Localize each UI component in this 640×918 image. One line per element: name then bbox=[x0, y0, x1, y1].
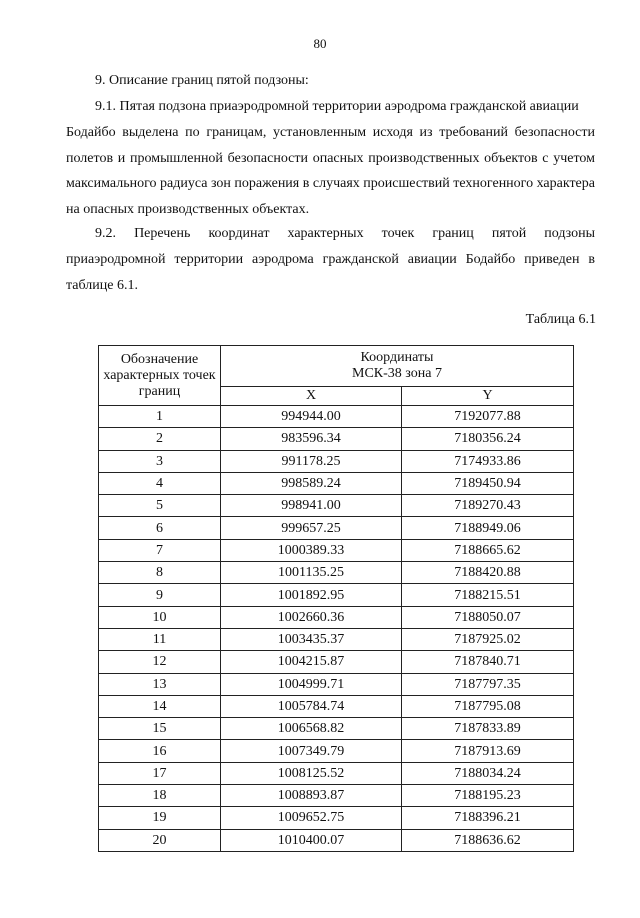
y-coordinate-cell: 7187833.89 bbox=[402, 718, 574, 740]
x-coordinate-cell: 1000389.33 bbox=[221, 539, 402, 561]
table-row bbox=[99, 740, 574, 762]
section-heading: 9. Описание границ пятой подзоны: bbox=[95, 73, 309, 88]
x-coordinate-cell: 991178.25 bbox=[221, 450, 402, 472]
table-row bbox=[99, 628, 574, 650]
x-coordinate-cell: 1008125.52 bbox=[221, 762, 402, 784]
table-row bbox=[99, 718, 574, 740]
table-row bbox=[99, 517, 574, 539]
x-coordinate-cell: 1010400.07 bbox=[221, 829, 402, 851]
point-number-cell: 5 bbox=[99, 495, 221, 517]
point-number-cell: 3 bbox=[99, 450, 221, 472]
x-coordinate-cell: 1009652.75 bbox=[221, 807, 402, 829]
point-number-cell: 8 bbox=[99, 562, 221, 584]
coordinates-table bbox=[98, 345, 574, 852]
y-coordinate-cell: 7187925.02 bbox=[402, 628, 574, 650]
y-coordinate-cell: 7188050.07 bbox=[402, 606, 574, 628]
y-coordinate-cell: 7174933.86 bbox=[402, 450, 574, 472]
x-coordinate-cell: 994944.00 bbox=[221, 406, 402, 428]
point-number-cell: 2 bbox=[99, 428, 221, 450]
table-row bbox=[99, 406, 574, 428]
page-number: 80 bbox=[313, 36, 327, 51]
point-number-cell: 19 bbox=[99, 807, 221, 829]
x-coordinate-cell: 1005784.74 bbox=[221, 695, 402, 717]
table-row bbox=[99, 584, 574, 606]
point-number-cell: 7 bbox=[99, 539, 221, 561]
x-coordinate-cell: 999657.25 bbox=[221, 517, 402, 539]
y-coordinate-cell: 7187797.35 bbox=[402, 673, 574, 695]
header-x: X bbox=[221, 387, 402, 406]
x-coordinate-cell: 1003435.37 bbox=[221, 628, 402, 650]
x-coordinate-cell: 1001135.25 bbox=[221, 562, 402, 584]
table-row bbox=[99, 829, 574, 851]
table-row bbox=[99, 762, 574, 784]
table-row bbox=[99, 428, 574, 450]
point-number-cell: 4 bbox=[99, 472, 221, 494]
paragraph-9-1-first-line: 9.1. Пятая подзона приаэродромной территории аэродрома гражданской авиации bbox=[95, 99, 579, 114]
point-number-cell: 12 bbox=[99, 651, 221, 673]
paragraph-9-2: 9.2. Перечень координат характерных точек границ пятой подзоны приаэродромной территории аэродрома гражданской авиации Бодайбо приведен в таблице 6.1. bbox=[66, 226, 595, 293]
point-number-cell: 1 bbox=[99, 406, 221, 428]
table-row bbox=[99, 495, 574, 517]
table-row bbox=[99, 606, 574, 628]
table-row bbox=[99, 651, 574, 673]
x-coordinate-cell: 1002660.36 bbox=[221, 606, 402, 628]
table-row bbox=[99, 785, 574, 807]
table-caption: Таблица 6.1 bbox=[525, 312, 596, 327]
table-row bbox=[99, 673, 574, 695]
x-coordinate-cell: 983596.34 bbox=[221, 428, 402, 450]
y-coordinate-cell: 7188420.88 bbox=[402, 562, 574, 584]
table-body bbox=[99, 406, 574, 852]
header-coordinate-system: МСК-38 зона 7 bbox=[352, 366, 442, 381]
header-y: Y bbox=[402, 387, 574, 406]
x-coordinate-cell: 1006568.82 bbox=[221, 718, 402, 740]
y-coordinate-cell: 7188949.06 bbox=[402, 517, 574, 539]
point-number-cell: 13 bbox=[99, 673, 221, 695]
point-number-cell: 16 bbox=[99, 740, 221, 762]
y-coordinate-cell: 7188195.23 bbox=[402, 785, 574, 807]
x-coordinate-cell: 998589.24 bbox=[221, 472, 402, 494]
table-row bbox=[99, 807, 574, 829]
paragraph-9-1-rest: Бодайбо выделена по границам, установленным исходя из требований безопасности полетов и промышленной безопасности опасных производственных объектов с учетом максимального радиуса зон поражения в случаях происшествий техногенного характера на опасных производственных объектах. bbox=[66, 124, 595, 218]
header-coordinates-title: Координаты bbox=[360, 350, 434, 365]
table-row bbox=[99, 450, 574, 472]
table-row bbox=[99, 695, 574, 717]
y-coordinate-cell: 7189270.43 bbox=[402, 495, 574, 517]
header-point-name: Обозначение характерных точек границ bbox=[99, 346, 221, 406]
y-coordinate-cell: 7192077.88 bbox=[402, 406, 574, 428]
point-number-cell: 11 bbox=[99, 628, 221, 650]
y-coordinate-cell: 7187840.71 bbox=[402, 651, 574, 673]
point-number-cell: 9 bbox=[99, 584, 221, 606]
x-coordinate-cell: 1004999.71 bbox=[221, 673, 402, 695]
y-coordinate-cell: 7188665.62 bbox=[402, 539, 574, 561]
x-coordinate-cell: 1004215.87 bbox=[221, 651, 402, 673]
paragraph-9-1 bbox=[66, 94, 595, 223]
x-coordinate-cell: 1008893.87 bbox=[221, 785, 402, 807]
point-number-cell: 17 bbox=[99, 762, 221, 784]
table-row bbox=[99, 472, 574, 494]
y-coordinate-cell: 7189450.94 bbox=[402, 472, 574, 494]
point-number-cell: 18 bbox=[99, 785, 221, 807]
point-number-cell: 20 bbox=[99, 829, 221, 851]
point-number-cell: 14 bbox=[99, 695, 221, 717]
y-coordinate-cell: 7188034.24 bbox=[402, 762, 574, 784]
y-coordinate-cell: 7188636.62 bbox=[402, 829, 574, 851]
y-coordinate-cell: 7187913.69 bbox=[402, 740, 574, 762]
y-coordinate-cell: 7188396.21 bbox=[402, 807, 574, 829]
header-coordinates bbox=[221, 346, 574, 387]
x-coordinate-cell: 998941.00 bbox=[221, 495, 402, 517]
point-number-cell: 15 bbox=[99, 718, 221, 740]
table-row bbox=[99, 539, 574, 561]
point-number-cell: 10 bbox=[99, 606, 221, 628]
x-coordinate-cell: 1007349.79 bbox=[221, 740, 402, 762]
table-row bbox=[99, 562, 574, 584]
y-coordinate-cell: 7187795.08 bbox=[402, 695, 574, 717]
x-coordinate-cell: 1001892.95 bbox=[221, 584, 402, 606]
y-coordinate-cell: 7180356.24 bbox=[402, 428, 574, 450]
y-coordinate-cell: 7188215.51 bbox=[402, 584, 574, 606]
point-number-cell: 6 bbox=[99, 517, 221, 539]
